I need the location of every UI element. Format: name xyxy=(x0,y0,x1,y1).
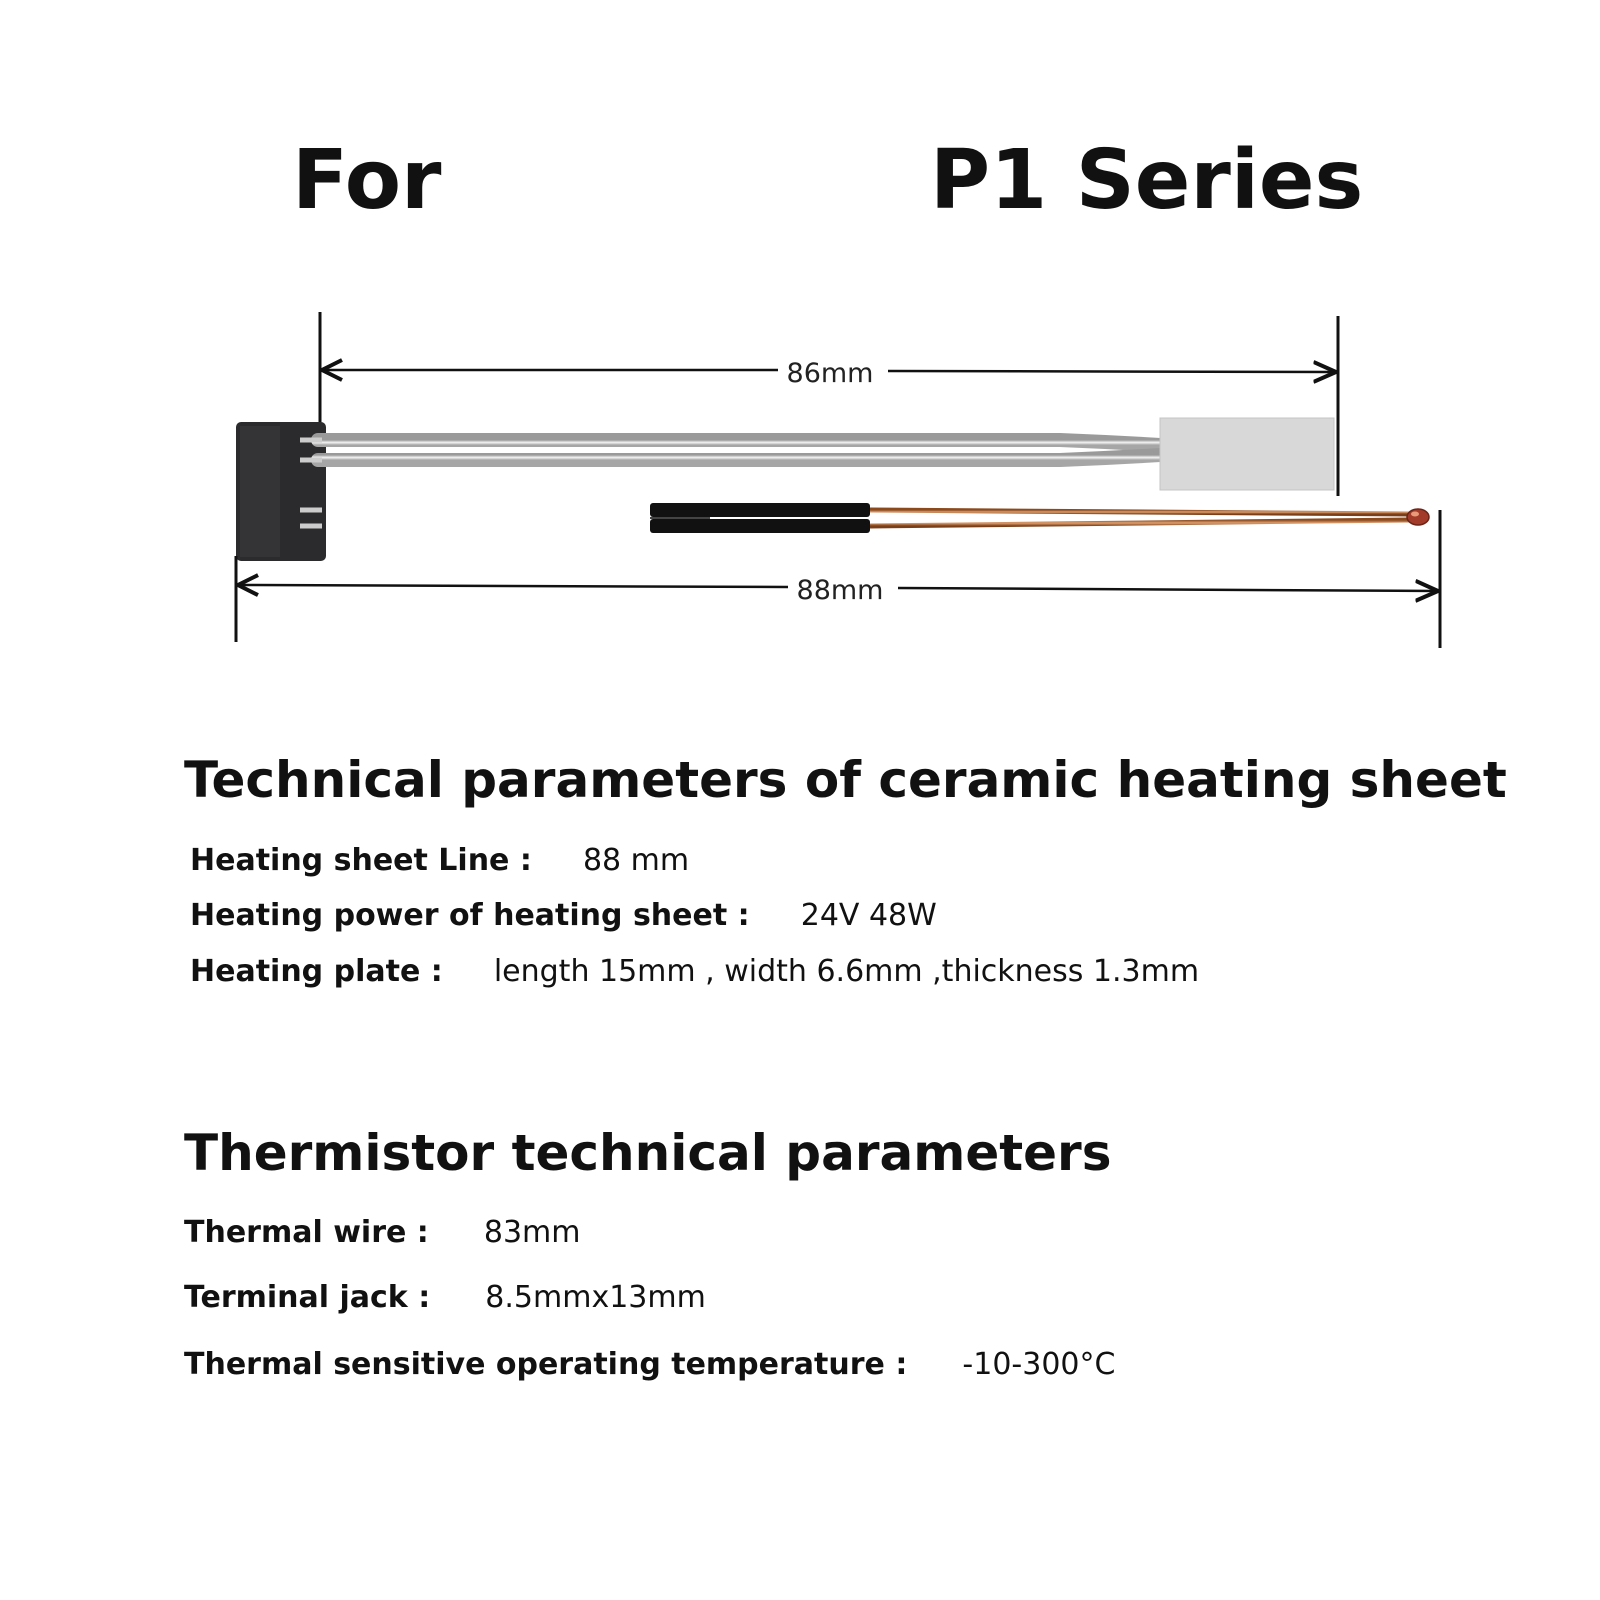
param-label: Heating power of heating sheet : xyxy=(190,898,750,933)
heating-param-row xyxy=(190,954,1200,989)
param-label: Heating plate : xyxy=(190,954,443,989)
thermistor-param-row xyxy=(184,1280,706,1315)
thermistor-copper-wire-lower xyxy=(870,520,1410,526)
param-label: Thermal wire : xyxy=(184,1215,429,1250)
param-value: 8.5mmx13mm xyxy=(485,1280,706,1315)
thermistor-param-row xyxy=(184,1215,581,1250)
dim-bottom-line-right xyxy=(898,588,1438,591)
heater-wire-lower xyxy=(318,455,1160,460)
param-value: 83mm xyxy=(483,1215,581,1250)
param-label: Thermal sensitive operating temperature : xyxy=(184,1347,908,1382)
title-for: For xyxy=(292,133,442,228)
dim-bottom-line-left xyxy=(238,585,788,587)
thermistor-copper-wire-upper xyxy=(870,510,1410,514)
thermistor-bead xyxy=(1407,509,1429,525)
thermistor-heading: Thermistor technical parameters xyxy=(184,1124,1112,1182)
thermistor-param-row xyxy=(184,1347,1116,1382)
heater-connector xyxy=(1160,418,1334,490)
thermistor-sleeve-lower xyxy=(650,519,870,533)
heating-param-row xyxy=(190,898,937,933)
title-series: P1 Series xyxy=(930,133,1364,228)
dim-top-label: 86mm xyxy=(786,358,874,389)
param-label: Terminal jack : xyxy=(184,1280,431,1315)
dim-bottom-label: 88mm xyxy=(796,575,884,606)
param-value: -10-300°C xyxy=(962,1347,1116,1382)
heater-wire-upper xyxy=(318,440,1160,445)
param-value: 24V 48W xyxy=(800,898,937,933)
param-value: length 15mm , width 6.6mm ,thickness 1.3mm xyxy=(493,954,1200,989)
heating-param-row xyxy=(190,843,690,878)
dim-top-line-right xyxy=(888,371,1336,372)
param-label: Heating sheet Line : xyxy=(190,843,532,878)
param-value: 88 mm xyxy=(582,843,690,878)
product-diagram xyxy=(0,290,1600,660)
heating-sheet-heading: Technical parameters of ceramic heating sheet xyxy=(184,751,1507,809)
thermistor-sleeve-upper xyxy=(650,503,870,517)
